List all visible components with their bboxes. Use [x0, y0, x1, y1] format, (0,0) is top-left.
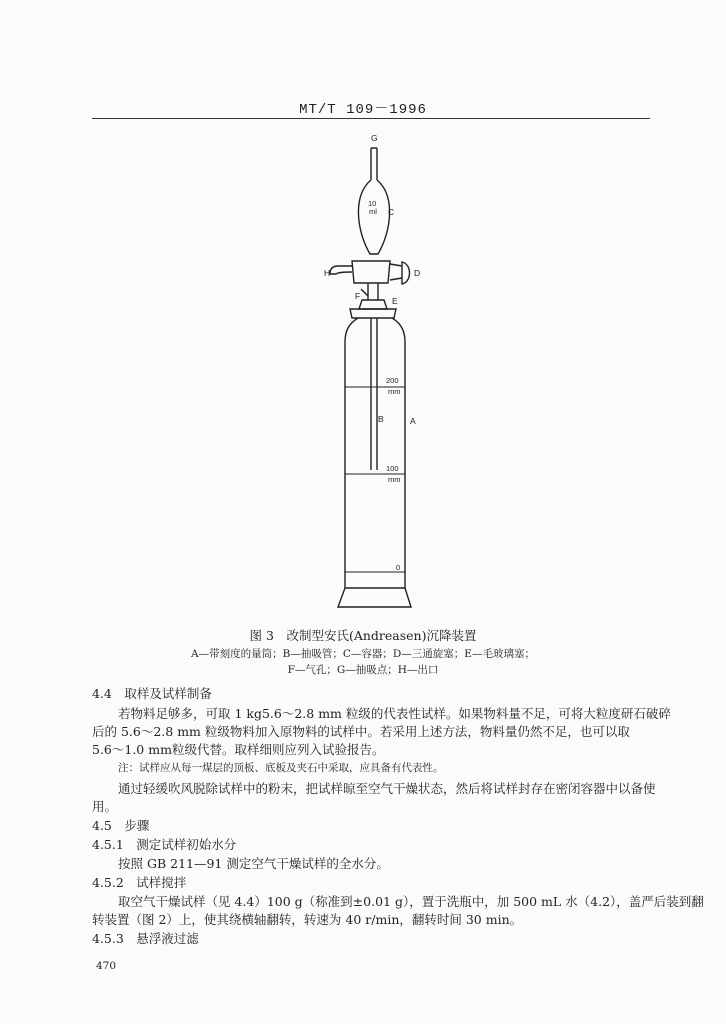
label-F: F — [355, 291, 361, 301]
stopcock-handle — [390, 262, 410, 284]
mark-200: 200 — [386, 376, 399, 385]
s452-line-2: 转装置（图 2）上，使其绕横轴翻转，转速为 40 r/min，翻转时间 30 min。 — [92, 912, 523, 927]
mark-0: 0 — [396, 563, 401, 572]
outlet-tube — [330, 266, 352, 274]
suction-tube-top — [371, 148, 377, 180]
label-A: A — [410, 416, 416, 426]
s452-line-1: 取空气干燥试样（见 4.4）100 g（称准到±0.01 g），置于洗瓶中，加 500 mL 水（4.2），盖严后装到翻 — [118, 894, 704, 909]
page-number: 470 — [96, 960, 117, 972]
stopcock-stem — [368, 283, 378, 300]
suction-pipette — [371, 318, 377, 470]
bulb-volume-label: 10 — [368, 199, 377, 208]
figure-caption: 图 3 改制型安氏(Andreasen)沉降装置 — [249, 628, 477, 643]
section-4-4-title: 4.4 取样及试样制备 — [92, 686, 212, 701]
label-B: B — [378, 414, 384, 424]
glass-stopper — [359, 300, 387, 309]
bulb-unit-label: ml — [369, 207, 377, 216]
s44-p1-line-1: 若物料足够多，可取 1 kg5.6～2.8 mm 粒级的代表性试样。如果物料量不足，可将大粒度研石破碎 — [118, 706, 671, 721]
mark-100: 100 — [386, 464, 399, 473]
mark-200-unit: mm — [388, 387, 401, 396]
s44-note: 注：试样应从每一煤层的顶板、底板及夹石中采取，应具备有代表性。 — [118, 762, 444, 774]
container-bulb — [358, 180, 389, 254]
label-D: D — [414, 268, 421, 278]
section-4-5-title: 4.5 步骤 — [92, 818, 150, 833]
s44-p1-line-2: 后的 5.6～2.8 mm 粒级物料加入原物料的试样中。若采用上述方法，物料量仍然不足，也可以取 — [92, 724, 630, 739]
s44-p1-line-3: 5.6～1.0 mm粒级代替。取样细则应列入试验报告。 — [92, 742, 385, 757]
stopper-collar — [350, 309, 396, 318]
graduated-cylinder — [345, 318, 405, 588]
label-E: E — [392, 296, 398, 306]
header-rule — [92, 118, 650, 119]
air-vent — [361, 289, 368, 296]
figure-legend-line-2: F—气孔；G—抽吸点；H—出口 — [287, 664, 439, 676]
andreasen-apparatus-figure — [0, 130, 726, 620]
label-G: G — [371, 133, 378, 143]
section-4-5-3-title: 4.5.3 悬浮液过滤 — [92, 931, 199, 946]
label-C: C — [388, 207, 395, 217]
figure-legend-line-1: A—带刻度的量筒；B—抽吸管；C—容器；D—三通旋塞；E—毛玻璃塞； — [191, 648, 535, 660]
section-4-5-1-title: 4.5.1 测定试样初始水分 — [92, 837, 237, 852]
label-H: H — [324, 268, 331, 278]
s44-p2-line-1: 通过轻缓吹风脱除试样中的粉末，把试样晾至空气干燥状态，然后将试样封存在密闭容器中以备使 — [118, 781, 656, 796]
s44-p2-line-2: 用。 — [92, 799, 118, 814]
section-4-5-2-title: 4.5.2 试样搅拌 — [92, 875, 187, 890]
mark-100-unit: mm — [388, 475, 401, 484]
running-header: MT/T 109－1996 — [299, 102, 427, 118]
s451-paragraph: 按照 GB 211—91 测定空气干燥试样的全水分。 — [118, 856, 389, 871]
stopcock-body — [352, 261, 390, 283]
cylinder-base — [338, 588, 411, 607]
